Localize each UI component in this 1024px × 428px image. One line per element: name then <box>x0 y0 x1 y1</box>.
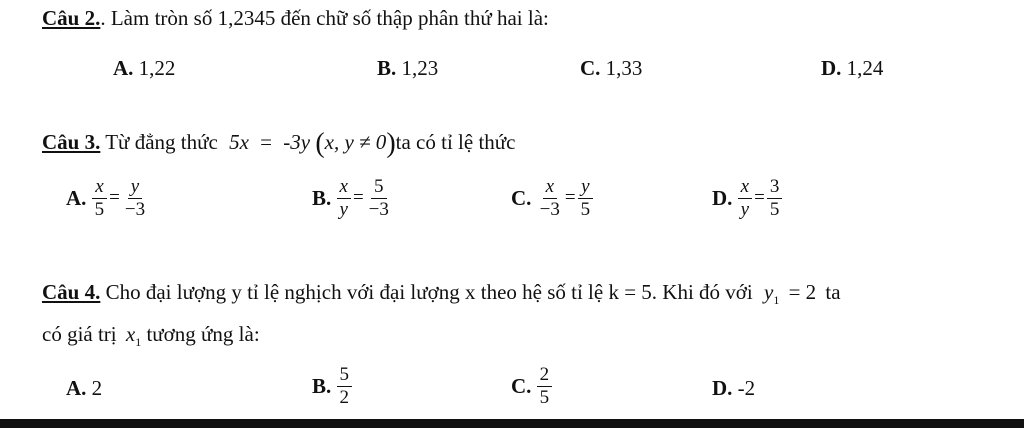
option-label: D. <box>712 185 733 210</box>
fraction-denominator: 5 <box>539 386 550 408</box>
line2-after: tương ứng là: <box>146 322 260 346</box>
x-variable: x <box>125 322 136 346</box>
fraction-denominator: 5 <box>769 198 780 220</box>
q2-option-a[interactable] <box>113 56 175 81</box>
fraction-numerator: x <box>543 176 557 199</box>
option-label: D. <box>712 376 733 400</box>
question-2-number: Câu 2. <box>42 6 101 30</box>
question-4-number: Câu 4. <box>42 280 101 304</box>
question-2-prompt <box>42 6 549 31</box>
fraction-numerator: 5 <box>371 176 387 199</box>
q3-option-b[interactable] <box>312 176 392 221</box>
fraction-denominator: y <box>740 198 750 220</box>
equals-sign: = <box>564 187 576 209</box>
question-2-text: . Làm tròn số 1,2345 đến chữ số thập phân thứ hai là: <box>100 6 549 30</box>
option-value: -2 <box>737 376 756 400</box>
q2-option-b[interactable] <box>377 56 438 81</box>
q4-option-a[interactable] <box>66 376 102 401</box>
paren-open-glyph: ( <box>315 128 325 159</box>
fraction-denominator: −3 <box>368 198 389 220</box>
fraction-right <box>578 176 594 221</box>
fraction-denominator: −3 <box>124 198 146 220</box>
fraction-left <box>92 176 108 221</box>
fraction <box>537 364 553 409</box>
question-3-text-after: ta có tỉ lệ thức <box>395 130 516 154</box>
fraction-numerator: x <box>92 176 106 199</box>
option-label: C. <box>580 56 601 80</box>
math-rhs: -3y <box>283 130 311 154</box>
option-value: 1,23 <box>401 56 439 80</box>
question-3-text-before: Từ đẳng thức <box>105 130 218 154</box>
fraction-numerator: x <box>738 176 752 199</box>
option-label: B. <box>312 185 332 210</box>
fraction-left <box>738 176 752 221</box>
question-4-tail: ta <box>825 280 841 304</box>
fraction-right <box>122 176 148 221</box>
fraction-denominator: y <box>339 198 348 220</box>
line2-before: có giá trị <box>42 322 117 346</box>
paren-close-glyph: ) <box>386 128 396 159</box>
question-3-number: Câu 3. <box>42 130 101 154</box>
q3-option-a[interactable] <box>66 176 148 221</box>
option-label: A. <box>113 56 134 80</box>
option-label: C. <box>511 185 532 210</box>
equals-sign: = <box>352 187 364 209</box>
option-value: 1,24 <box>846 56 884 80</box>
math-lhs: 5x <box>229 130 249 154</box>
fraction-left <box>537 176 563 221</box>
option-label: A. <box>66 185 87 210</box>
fraction-numerator: 5 <box>337 364 353 387</box>
fraction-numerator: 2 <box>537 364 553 387</box>
question-4-prompt-line-1 <box>42 280 841 308</box>
fraction-denominator: −3 <box>539 198 560 220</box>
fraction-numerator: y <box>128 176 142 199</box>
option-label: B. <box>312 373 332 398</box>
option-value: 1,33 <box>605 56 643 80</box>
fraction-numerator: x <box>337 176 351 199</box>
bottom-border-bar <box>0 419 1024 428</box>
option-value: 1,22 <box>138 56 176 80</box>
fraction <box>337 364 353 409</box>
question-4-text: Cho đại lượng y tỉ lệ nghịch với đại lượng x theo hệ số tỉ lệ k = 5. Khi đó với <box>105 280 753 304</box>
question-3-prompt <box>42 128 515 160</box>
fraction-numerator: 3 <box>767 176 783 199</box>
y-equals: = 2 <box>788 280 817 304</box>
fraction-numerator: y <box>578 176 592 199</box>
q2-option-d[interactable] <box>821 56 883 81</box>
fraction-right <box>366 176 392 221</box>
math-equals: = <box>260 130 272 154</box>
fraction-denominator: 5 <box>94 198 105 220</box>
fraction-denominator: 5 <box>580 198 591 220</box>
q3-option-c[interactable] <box>511 176 593 221</box>
math-condition: x, y ≠ 0 <box>324 130 387 154</box>
q2-option-c[interactable] <box>580 56 642 81</box>
equals-sign: = <box>754 187 765 209</box>
y-subscript: 1 <box>773 293 780 308</box>
equals-sign: = <box>109 187 120 209</box>
q4-option-d[interactable] <box>712 376 755 401</box>
option-label: C. <box>511 373 532 398</box>
q4-option-c[interactable] <box>511 364 552 409</box>
fraction-right <box>767 176 783 221</box>
option-label: A. <box>66 376 87 400</box>
option-label: D. <box>821 56 842 80</box>
fraction-denominator: 2 <box>339 386 350 408</box>
question-4-prompt-line-2 <box>42 322 260 350</box>
option-value: 2 <box>91 376 103 400</box>
x-subscript: 1 <box>135 335 142 350</box>
y-variable: y <box>764 280 774 304</box>
option-label: B. <box>377 56 397 80</box>
q4-option-b[interactable] <box>312 364 352 409</box>
q3-option-d[interactable] <box>712 176 782 221</box>
fraction-left <box>337 176 351 221</box>
